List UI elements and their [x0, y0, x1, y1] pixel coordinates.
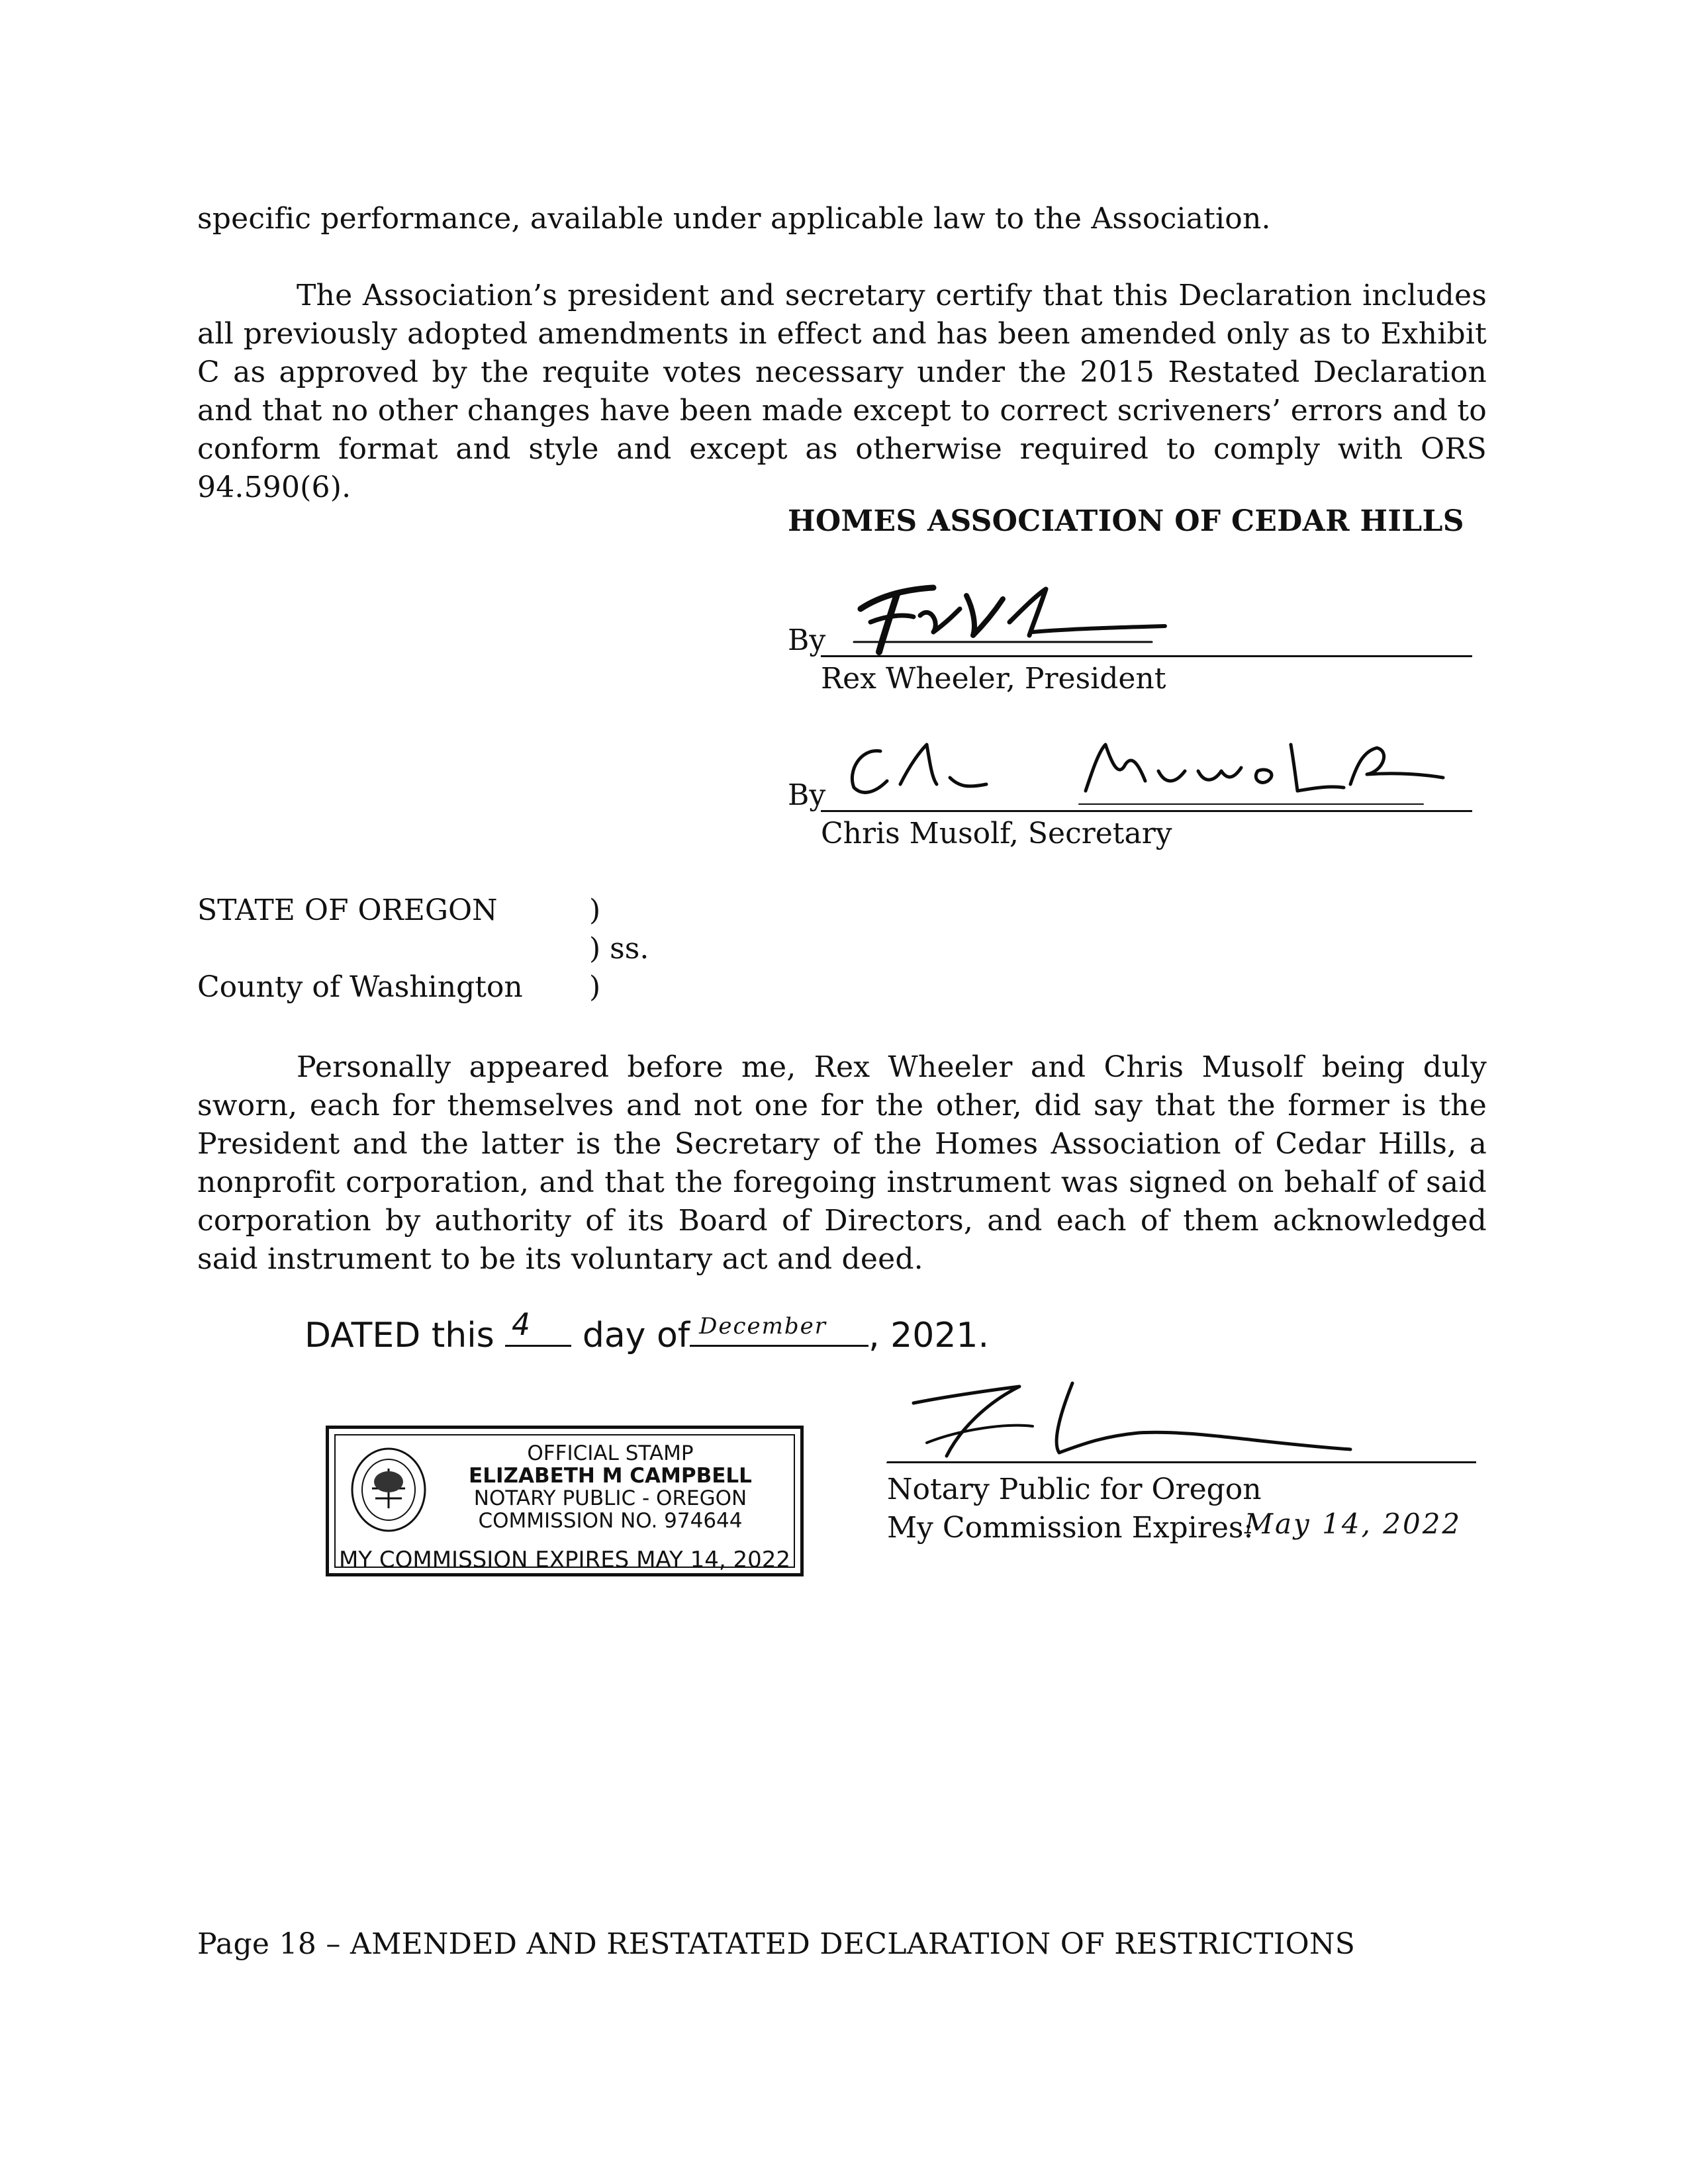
stamp-line-name: ELIZABETH M CAMPBELL [469, 1464, 752, 1488]
notary-stamp [326, 1426, 804, 1576]
by-label-president: By [788, 623, 826, 657]
organization-heading: HOMES ASSOCIATION OF CEDAR HILLS [788, 504, 1464, 538]
dated-month-blank [690, 1313, 868, 1347]
venue-ss: ) ss. [589, 932, 649, 966]
page-footer: Page 18 – AMENDED AND RESTATATED DECLARATION OF RESTRICTIONS [197, 1927, 1356, 1961]
oregon-seal-icon [349, 1442, 428, 1541]
dated-prefix: DATED this [305, 1316, 494, 1355]
venue-paren-bottom: ) [589, 970, 601, 1004]
signature-line-notary [887, 1461, 1476, 1463]
signer-secretary: Chris Musolf, Secretary [821, 817, 1172, 850]
venue-state: STATE OF OREGON [197, 893, 498, 927]
dated-suffix: , 2021. [868, 1316, 990, 1355]
by-label-secretary: By [788, 778, 826, 812]
dated-line [305, 1306, 990, 1355]
paragraph-specific-performance: specific performance, available under applicable law to the Association. [197, 202, 1271, 236]
signature-chris-musolf [827, 725, 1450, 817]
paragraph-acknowledgment: Personally appeared before me, Rex Wheeler and Chris Musolf being duly sworn, each for themselves and not one for the other, did say that the former is the President and the latter is the Secretary of the Homes Association of Cedar Hills, a nonprofit corporation, and that the foregoing instrument was signed on behalf of said corporation by authority of its Board of Directors, and each of them acknowledged said instrument to be its voluntary act and deed. [197, 1050, 1487, 1276]
stamp-line-expires: MY COMMISSION EXPIRES MAY 14, 2022 [338, 1547, 791, 1573]
paragraph-certification: The Association’s president and secretary certify that this Declaration includes all previously adopted amendments in effect and has been amended only as to Exhibit C as approved by the requite votes necessary under the 2015 Restated Declaration and that no other changes have been made except to correct scriveners’ errors and to conform format and style and except as otherwise required to comply with ORS 94.590(6). [197, 279, 1487, 504]
stamp-line-notary: NOTARY PUBLIC - OREGON [473, 1486, 747, 1510]
notary-expires-handwritten: May 14, 2022 [1244, 1508, 1462, 1540]
notary-expires-label: My Commission Expires: [887, 1511, 1254, 1545]
venue-paren-top: ) [589, 893, 601, 927]
notary-title: Notary Public for Oregon [887, 1473, 1262, 1506]
signature-notary [887, 1363, 1377, 1469]
dated-day-handwritten: 4 [512, 1306, 530, 1342]
signature-rex-wheeler [834, 569, 1178, 662]
dated-middle: day of [582, 1316, 690, 1355]
dated-day-blank [505, 1306, 571, 1347]
dated-month-handwritten: December [699, 1313, 827, 1340]
signer-president: Rex Wheeler, President [821, 662, 1166, 696]
stamp-line-official: OFFICIAL STAMP [527, 1441, 694, 1465]
stamp-line-commission: COMMISSION NO. 974644 [478, 1509, 743, 1533]
venue-county: County of Washington [197, 970, 523, 1004]
